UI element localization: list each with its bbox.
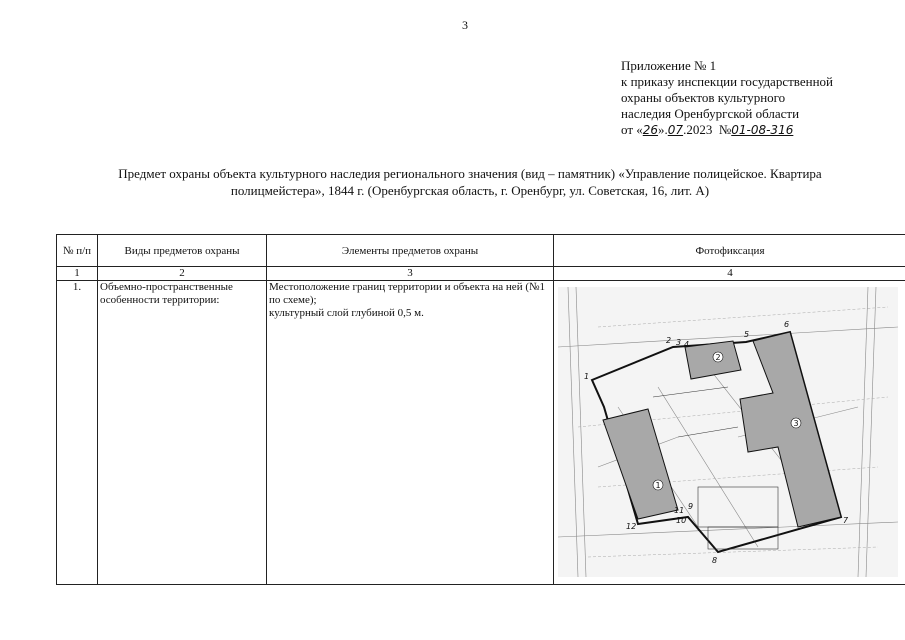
column-number: 3 bbox=[267, 267, 554, 281]
title-line-1: Предмет охраны объекта культурного наследия регионального значения (вид – памятник) «Управление полицейское. Квартира bbox=[118, 166, 822, 181]
order-number-prefix: № bbox=[718, 122, 732, 137]
point-label: 10 bbox=[676, 516, 687, 525]
table-header-row bbox=[57, 235, 905, 267]
territory-scheme-image bbox=[558, 287, 898, 577]
row-kind: Объемно-пространственные особенности территории: bbox=[98, 281, 267, 585]
building-label: 1 bbox=[655, 481, 661, 490]
row-number: 1. bbox=[57, 281, 98, 585]
date-month: 07 bbox=[667, 123, 684, 137]
point-label: 3 bbox=[676, 338, 682, 347]
header-elements: Элементы предметов охраны bbox=[267, 235, 554, 267]
point-label: 6 bbox=[784, 320, 790, 329]
date-year: .2023 bbox=[683, 122, 713, 137]
date-day: 26 bbox=[642, 123, 659, 137]
row-elements-line-2: культурный слой глубиной 0,5 м. bbox=[269, 307, 424, 319]
annex-line-4: наследия Оренбургской области bbox=[621, 106, 800, 121]
annex-line-3: охраны объектов культурного bbox=[621, 90, 786, 105]
document-title bbox=[40, 165, 900, 199]
date-mid: ». bbox=[658, 122, 668, 137]
column-number: 4 bbox=[554, 267, 905, 281]
table-row bbox=[57, 281, 905, 585]
page-number: 3 bbox=[462, 18, 468, 32]
column-number-row bbox=[57, 267, 905, 281]
building-label: 3 bbox=[793, 419, 799, 428]
building-label: 2 bbox=[715, 353, 721, 362]
scheme-image-wrap bbox=[556, 281, 904, 584]
point-label: 4 bbox=[684, 340, 690, 349]
point-label: 2 bbox=[666, 336, 672, 345]
point-label: 9 bbox=[688, 502, 694, 511]
date-prefix: от « bbox=[621, 122, 643, 137]
title-line-2: полицмейстера», 1844 г. (Оренбургская область, г. Оренбург, ул. Советская, 16, лит. А) bbox=[230, 183, 710, 198]
row-elements-line-1: Местоположение границ территории и объекта на ней (№1 по схеме); bbox=[269, 281, 545, 306]
row-elements bbox=[267, 281, 554, 585]
annex-date-line bbox=[621, 122, 833, 138]
header-photo: Фотофиксация bbox=[554, 235, 905, 267]
column-number: 2 bbox=[98, 267, 267, 281]
header-kind: Виды предметов охраны bbox=[98, 235, 267, 267]
row-photo bbox=[554, 281, 905, 585]
order-number: 01-08-316 bbox=[731, 123, 794, 137]
annex-block bbox=[621, 58, 833, 138]
point-label: 7 bbox=[843, 516, 849, 525]
annex-line-1: Приложение № 1 bbox=[621, 58, 717, 73]
point-label: 12 bbox=[626, 522, 637, 531]
column-number: 1 bbox=[57, 267, 98, 281]
point-label: 8 bbox=[712, 556, 718, 565]
point-label: 5 bbox=[744, 330, 750, 339]
protection-table bbox=[56, 234, 905, 585]
point-label: 1 bbox=[584, 372, 590, 381]
header-num: № п/п bbox=[57, 235, 98, 267]
annex-line-2: к приказу инспекции государственной bbox=[621, 74, 833, 89]
point-label: 11 bbox=[674, 506, 685, 515]
